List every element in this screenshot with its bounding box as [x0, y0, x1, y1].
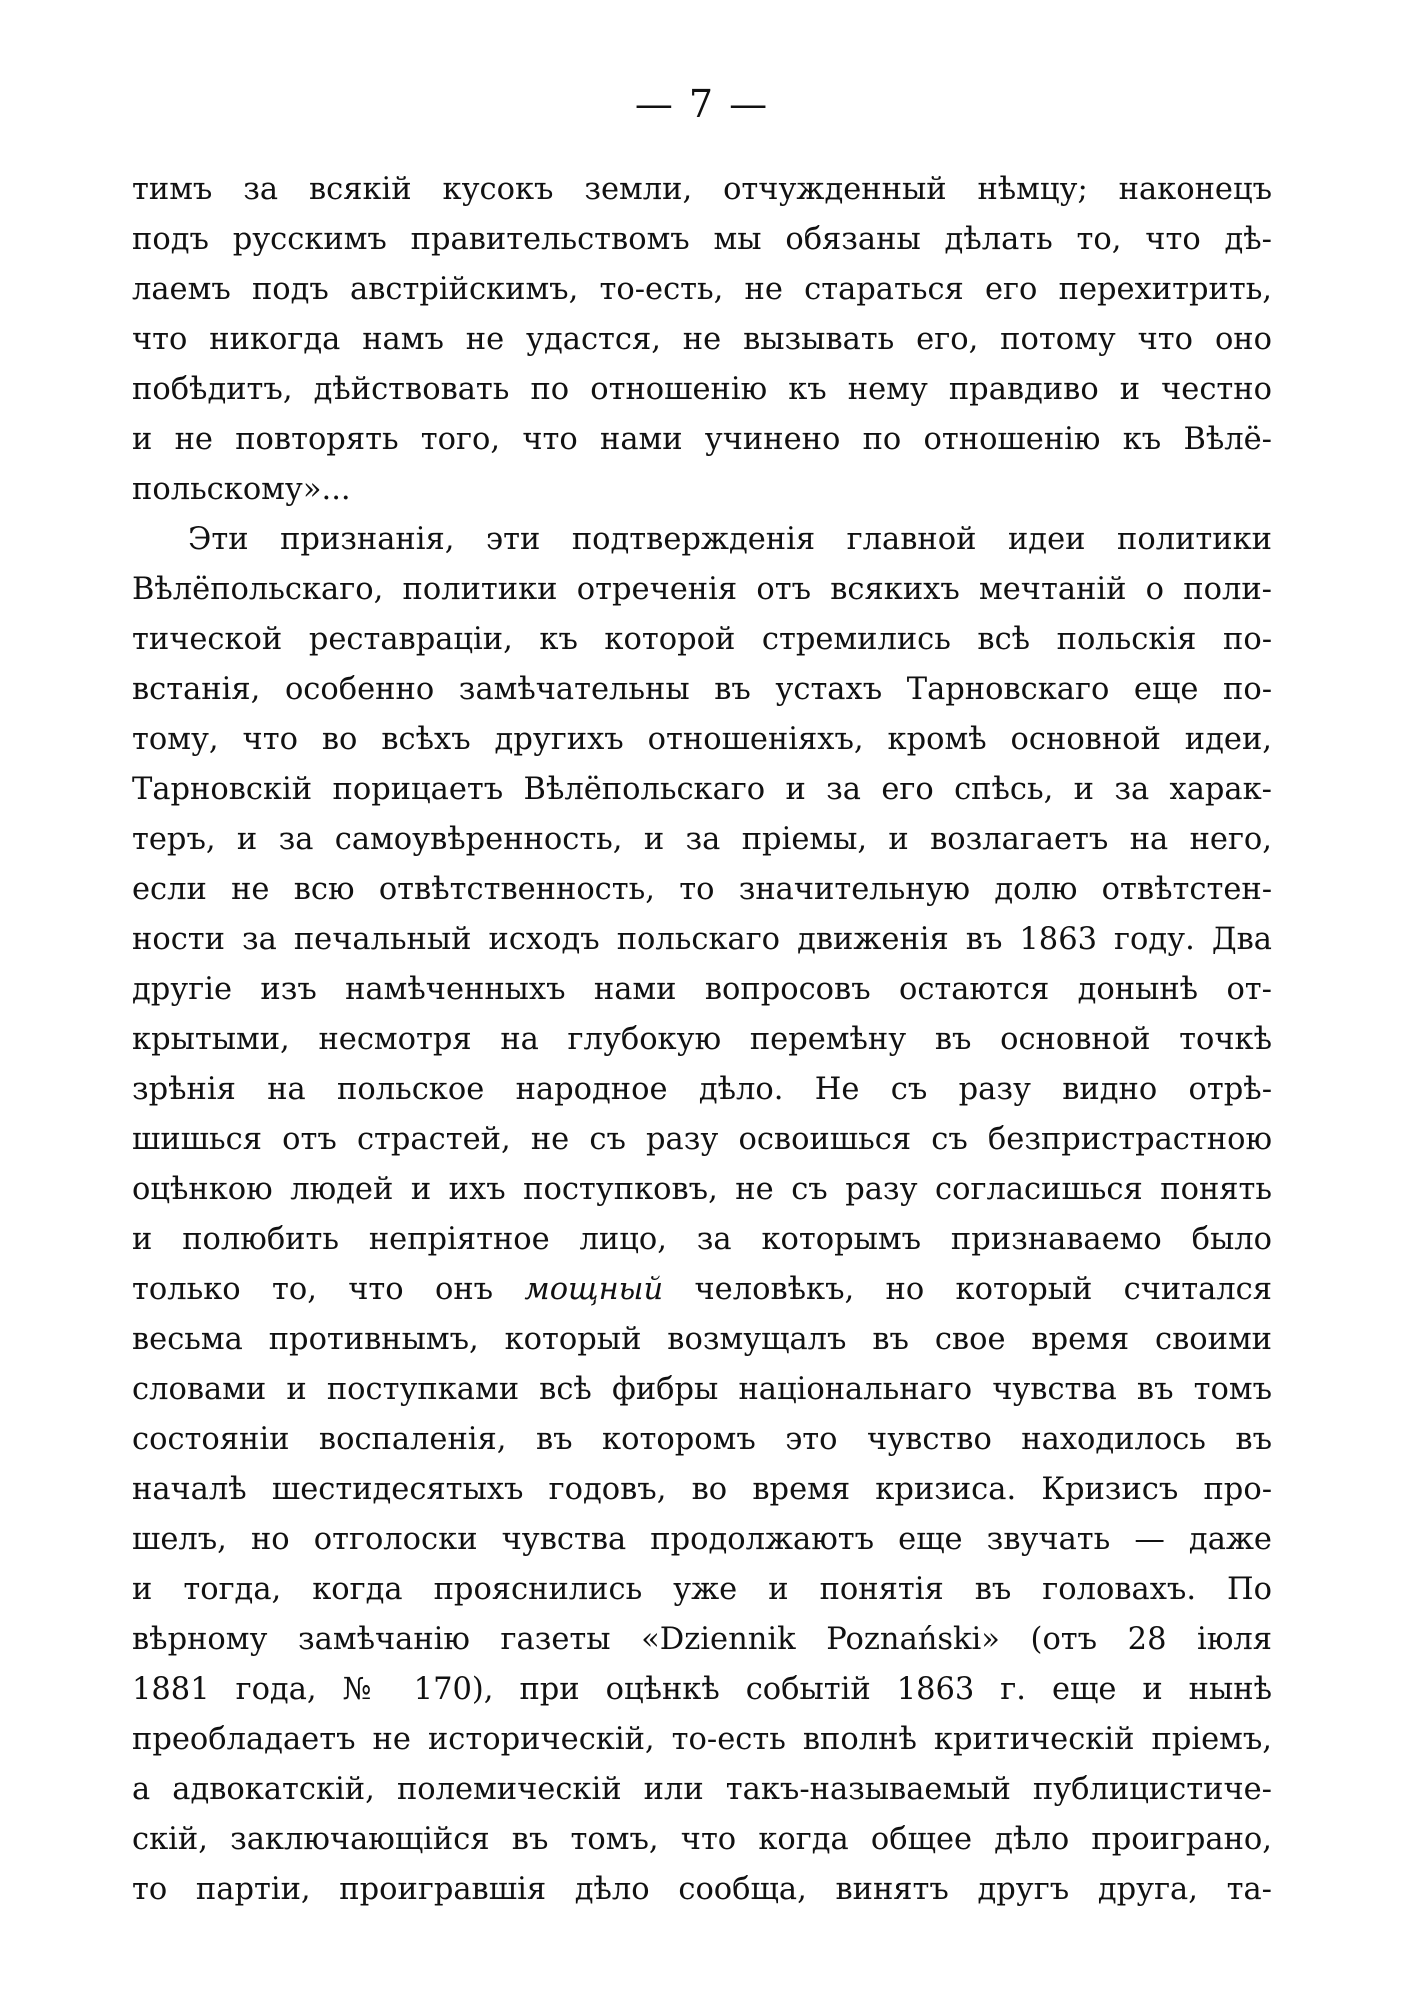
text-line: то партіи, проигравшія дѣло сообща, винятъ другъ друга, та- — [132, 1872, 1272, 1907]
text-line: польскому»... — [132, 472, 351, 507]
text-line: если не всю отвѣтственность, то значительную долю отвѣтстен- — [132, 872, 1272, 907]
text-line: другіе изъ намѣченныхъ нами вопросовъ остаются донынѣ от- — [132, 972, 1272, 1007]
text-line: весьма противнымъ, который возмущалъ въ свое время своими — [132, 1322, 1272, 1357]
text-line: 1881 года, № 170), при оцѣнкѣ событій 1863 г. еще и нынѣ — [132, 1672, 1272, 1707]
text-line: и тогда, когда прояснились уже и понятія въ головахъ. По — [132, 1572, 1272, 1607]
text-line: шелъ, но отголоски чувства продолжаютъ еще звучать — даже — [132, 1522, 1272, 1557]
text-line: Тарновскій порицаетъ Вѣлёпольскаго и за его спѣсь, и за харак- — [132, 772, 1272, 807]
text-line: шишься отъ страстей, не съ разу освоишься съ безпристрастною — [132, 1122, 1272, 1157]
text-line: подъ русскимъ правительствомъ мы обязаны дѣлать то, что дѣ- — [132, 222, 1272, 257]
text-segment: только то, что онъ — [132, 1272, 525, 1307]
text-line: состояніи воспаленія, въ которомъ это чувство находилось въ — [132, 1422, 1272, 1457]
text-line: и полюбить непріятное лицо, за которымъ признаваемо было — [132, 1222, 1272, 1257]
text-line: преобладаетъ не историческій, то-есть вполнѣ критическій пріемъ, — [132, 1722, 1272, 1757]
text-segment: человѣкъ, но который считался — [663, 1272, 1272, 1307]
text-line: Вѣлёпольскаго, политики отреченія отъ всякихъ мечтаній о поли- — [132, 572, 1272, 607]
text-line: вѣрному замѣчанію газеты «Dziennik Poznański» (отъ 28 іюля — [132, 1622, 1272, 1657]
text-line: лаемъ подъ австрійскимъ, то-есть, не стараться его перехитрить, — [132, 272, 1272, 307]
text-line: встанія, особенно замѣчательны въ устахъ Тарновскаго еще по- — [132, 672, 1272, 707]
text-line: что никогда намъ не удастся, не вызывать его, потому что оно — [132, 322, 1272, 357]
text-line: и не повторять того, что нами учинено по отношенію къ Вѣлё- — [132, 422, 1272, 457]
italic-word: мощный — [524, 1272, 664, 1307]
text-line: теръ, и за самоувѣренность, и за пріемы, и возлагаетъ на него, — [132, 822, 1272, 857]
text-line: началѣ шестидесятыхъ годовъ, во время кризиса. Кризисъ про- — [132, 1472, 1272, 1507]
text-line: оцѣнкою людей и ихъ поступковъ, не съ разу согласишься понять — [132, 1172, 1272, 1207]
text-line-with-italic — [132, 1265, 1272, 1315]
text-line: тической реставраціи, къ которой стремились всѣ польскія по- — [132, 622, 1272, 657]
text-line: крытыми, несмотря на глубокую перемѣну въ основной точкѣ — [132, 1022, 1272, 1057]
text-line: словами и поступками всѣ фибры національнаго чувства въ томъ — [132, 1372, 1272, 1407]
text-line: скій, заключающійся въ томъ, что когда общее дѣло проиграно, — [132, 1822, 1272, 1857]
page-number: — 7 — — [634, 82, 770, 126]
text-line: Эти признанія, эти подтвержденія главной идеи политики — [188, 522, 1272, 557]
text-line: а адвокатскій, полемическій или такъ-называемый публицистиче- — [132, 1772, 1272, 1807]
text-line: ности за печальный исходъ польскаго движенія въ 1863 году. Два — [132, 922, 1272, 957]
text-line: тому, что во всѣхъ другихъ отношеніяхъ, кромѣ основной идеи, — [132, 722, 1272, 757]
body-text — [132, 165, 1272, 1915]
text-line: побѣдитъ, дѣйствовать по отношенію къ нему правдиво и честно — [132, 372, 1272, 407]
text-line: тимъ за всякій кусокъ земли, отчужденный нѣмцу; наконецъ — [132, 172, 1272, 207]
text-line: зрѣнія на польское народное дѣло. Не съ разу видно отрѣ- — [132, 1072, 1272, 1107]
